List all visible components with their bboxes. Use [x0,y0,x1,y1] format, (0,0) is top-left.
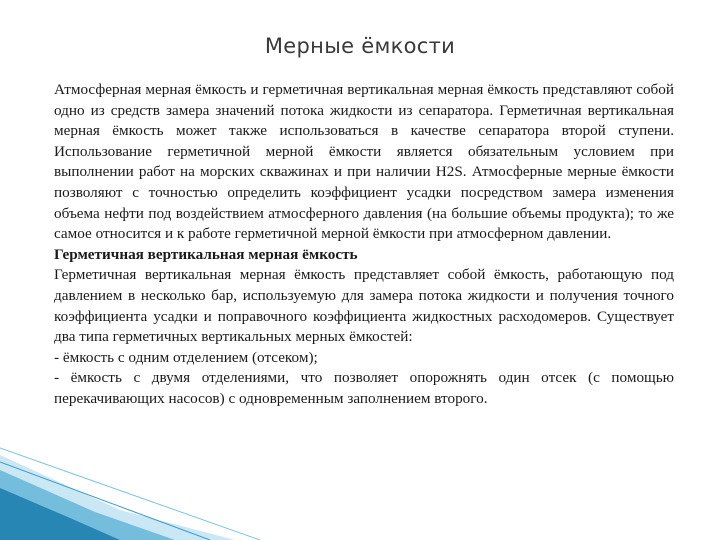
section-paragraph: Герметичная вертикальная мерная ёмкость представляет собой ёмкость, работающую под давлением в несколько бар, используемую для замера потока жидкости и получения точного коэффициента усадки и поправочного коэффициента жидкостных расходомеров. Существует два типа герметичных вертикальных мерных ёмкостей: [54,266,674,346]
slide-title: Мерные ёмкости [264,34,456,58]
intro-paragraph: Атмосферная мерная ёмкость и герметичная вертикальная мерная ёмкость представляют собой одно из средств замера значений потока жидкости из сепаратора. Герметичная вертикальная мерная ёмкость может также использоваться в качестве сепаратора второй ступени. Использование герметичной мерной ёмкости является обязательным условием при выполнении работ на морских скважинах и при наличии H2S. Атмосферные мерные ёмкости позволяют с точностью определить коэффициент усадки посредством замера изменения объема нефти под воздействием атмосферного давления (на большие объемы продукта); то же самое относится и к работе герметичной мерной ёмкости при атмосферном давлении. [54,81,674,243]
wave-dark [0,488,120,540]
section-heading: Герметичная вертикальная мерная ёмкость [54,245,358,263]
wave-light [0,455,235,540]
slide-content [54,80,674,410]
list-item: - ёмкость с одним отделением (отсеком); [54,348,318,366]
wave-mid [0,470,175,540]
list-item: - ёмкость с двумя отделениями, что позволяет опорожнять один отсек (с помощью перекачивающих насосов) с одновременным заполнением второго. [54,369,674,407]
wave-line-1 [0,448,260,540]
wave-line-2 [0,462,210,540]
